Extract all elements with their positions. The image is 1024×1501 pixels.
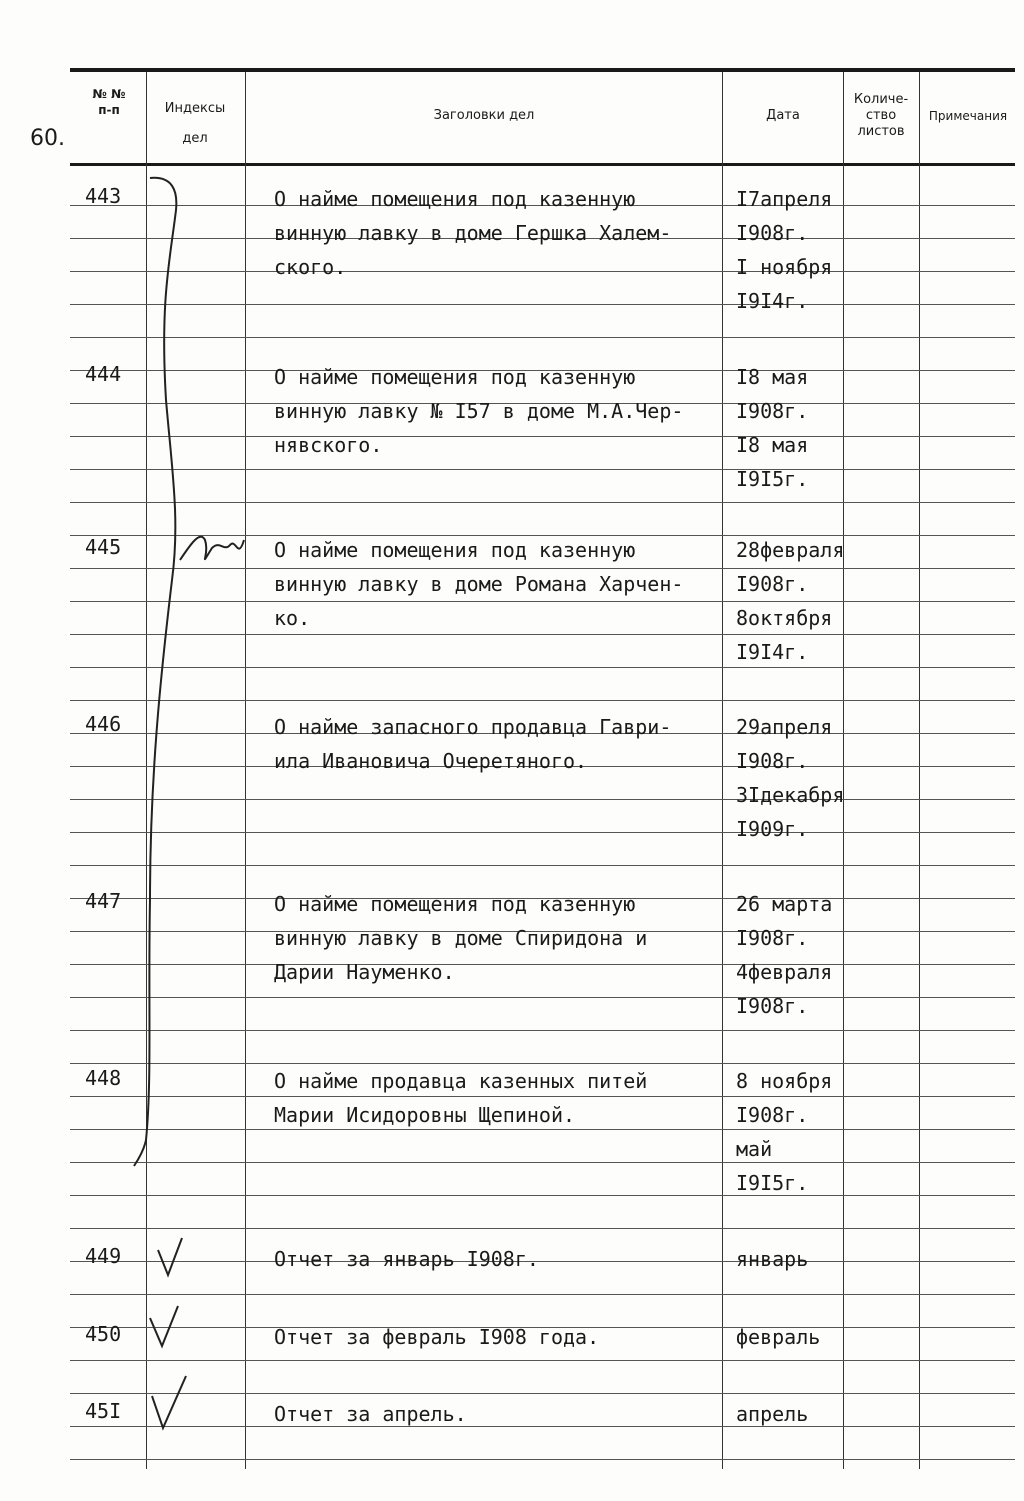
record-title-line: винную лавку № I57 в доме М.А.Чер- (274, 399, 684, 423)
header-col-index: Индексы дел (164, 101, 226, 146)
ruled-line (70, 667, 1015, 668)
record-title-line: винную лавку в доме Спиридона и (274, 926, 648, 950)
record-dates (736, 1242, 808, 1276)
ruled-line (70, 865, 1015, 866)
record-date-line: апрель (736, 1402, 809, 1426)
record-title-line: О найме помещения под казенную (274, 365, 636, 389)
record-date-line: I908г. (736, 926, 809, 950)
record-date-line: 26 марта (736, 892, 833, 916)
record-number: 443 (85, 184, 122, 208)
record-title (274, 533, 683, 635)
checkmark-icon (158, 1238, 182, 1275)
ruled-line (70, 1030, 1015, 1031)
record-date-line: январь (736, 1247, 809, 1271)
record-date-line: 29апреля (736, 715, 833, 739)
record-dates (736, 1064, 832, 1200)
ruled-line (70, 502, 1015, 503)
record-date-line: февраль (736, 1325, 821, 1349)
record-number: 450 (85, 1322, 122, 1346)
record-date-line: I908г. (736, 399, 809, 423)
record-title-line: винную лавку в доме Гершка Халем- (274, 221, 672, 245)
ruled-line (70, 1162, 1015, 1163)
handwritten-bracket (134, 178, 176, 1166)
record-title-line: винную лавку в доме Романа Харчен- (274, 572, 684, 596)
ruled-line (70, 832, 1015, 833)
record-title-line: О найме запасного продавца Гаври- (274, 715, 672, 739)
record-date-line: 3Iдекабря (736, 783, 845, 807)
header-col-count: Количе- ство листов (853, 92, 909, 139)
header-bottom-rule (70, 163, 1015, 166)
record-date-line: I9I5г. (736, 1171, 809, 1195)
header-col-date: Дата (766, 108, 800, 123)
record-title-line: О найме помещения под казенную (274, 538, 636, 562)
record-title-line: ского. (274, 255, 347, 279)
ruled-line (70, 1459, 1015, 1460)
record-title (274, 360, 683, 462)
record-number: 447 (85, 889, 122, 913)
record-dates (736, 710, 844, 846)
record-number: 448 (85, 1066, 122, 1090)
ruled-line (70, 1426, 1015, 1427)
ruled-line (70, 1393, 1015, 1394)
record-title-line: О найме продавца казенных питей (274, 1069, 648, 1093)
record-title-line: Отчет за январь I908г. (274, 1247, 539, 1271)
ruled-line (70, 337, 1015, 338)
record-title (274, 887, 647, 989)
record-date-line: I8 мая (736, 365, 809, 389)
ruled-line (70, 1195, 1015, 1196)
record-title-line: Отчет за февраль I908 года. (274, 1325, 600, 1349)
ruled-line (70, 997, 1015, 998)
record-title (274, 710, 671, 778)
record-title (274, 182, 671, 284)
record-dates (736, 533, 844, 669)
record-date-line: 28февраля (736, 538, 845, 562)
page-number: 60. (30, 126, 65, 151)
record-date-line: I9I5г. (736, 467, 809, 491)
record-title-line: ко. (274, 606, 311, 630)
col-divider (146, 72, 147, 1469)
record-number: 444 (85, 362, 122, 386)
record-date-line: I908г. (736, 572, 809, 596)
header-col-number: № № п-п (92, 87, 126, 117)
col-divider (722, 72, 723, 1469)
record-date-line: I908г. (736, 1103, 809, 1127)
record-number: 449 (85, 1244, 122, 1268)
record-title-line: ила Ивановича Очеретяного. (274, 749, 588, 773)
ruled-line (70, 1228, 1015, 1229)
record-title (274, 1064, 647, 1132)
col-divider (245, 72, 246, 1469)
record-dates (736, 887, 832, 1023)
checkmark-icon (150, 1306, 178, 1346)
record-title-line: Отчет за апрель. (274, 1402, 467, 1426)
record-number: 446 (85, 712, 122, 736)
record-title-line: Дарии Науменко. (274, 960, 455, 984)
checkmark-icon (152, 1376, 186, 1428)
record-date-line: I ноября (736, 255, 833, 279)
record-date-line: 4февраля (736, 960, 833, 984)
record-date-line: май (736, 1137, 773, 1161)
record-date-line: 8октября (736, 606, 833, 630)
record-date-line: I909г. (736, 817, 809, 841)
record-title-line: нявского. (274, 433, 383, 457)
record-title (274, 1242, 539, 1276)
ruled-line (70, 799, 1015, 800)
record-date-line: I908г. (736, 994, 809, 1018)
record-dates (736, 1320, 820, 1354)
header-rule (70, 68, 1015, 72)
record-number: 445 (85, 535, 122, 559)
header-col-notes: Примечания (928, 109, 1008, 123)
record-title (274, 1320, 599, 1354)
record-dates (736, 1397, 808, 1431)
ruled-line (70, 304, 1015, 305)
record-date-line: 8 ноября (736, 1069, 833, 1093)
ruled-line (70, 1360, 1015, 1361)
ruled-line (70, 1261, 1015, 1262)
record-date-line: I9I4г. (736, 289, 809, 313)
record-dates (736, 360, 808, 496)
record-title-line: О найме помещения под казенную (274, 892, 636, 916)
record-date-line: I8 мая (736, 433, 809, 457)
record-title-line: О найме помещения под казенную (274, 187, 636, 211)
record-date-line: I7апреля (736, 187, 833, 211)
record-date-line: I9I4г. (736, 640, 809, 664)
header-col-title: Заголовки дел (433, 108, 535, 123)
record-dates (736, 182, 832, 318)
record-date-line: I908г. (736, 221, 809, 245)
handwritten-signature-icon (180, 537, 244, 560)
ruled-line (70, 469, 1015, 470)
record-number: 45I (85, 1399, 122, 1423)
record-date-line: I908г. (736, 749, 809, 773)
record-title-line: Марии Исидоровны Щепиной. (274, 1103, 576, 1127)
ruled-line (70, 1294, 1015, 1295)
record-title (274, 1397, 467, 1431)
col-divider (919, 72, 920, 1469)
ruled-line (70, 700, 1015, 701)
